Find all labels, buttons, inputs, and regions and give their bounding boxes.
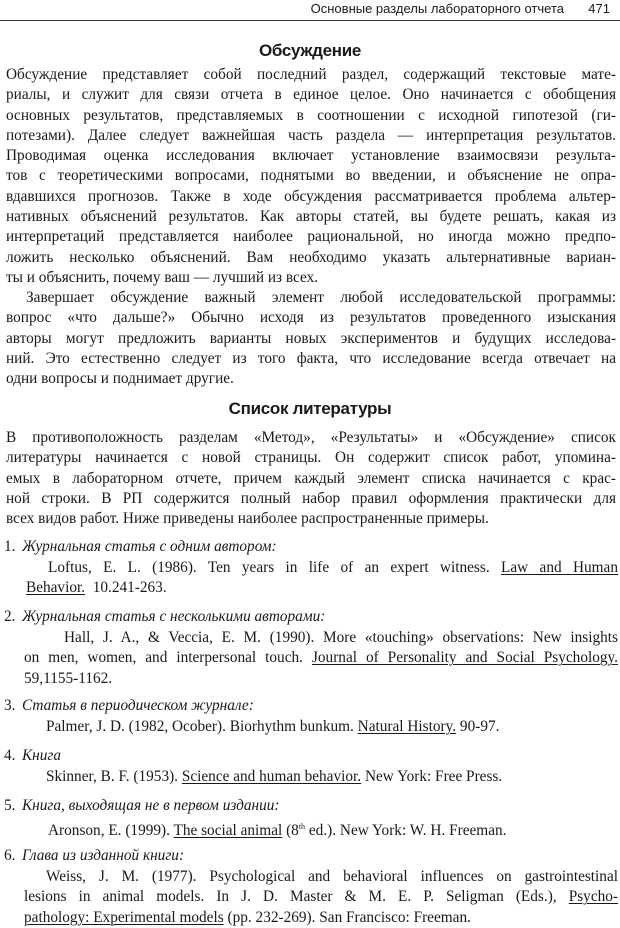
- citation-text: Skinner, B. F. (1953).: [46, 767, 179, 785]
- item-category: Статья в периодическом журнале:: [22, 697, 254, 714]
- citation-text: Loftus, E. L. (1986). Ten years in life of an expert witness.: [48, 558, 490, 576]
- citation-text: Hall, J. A., & Veccia, E. M. (1990). More «touching» observations: New insights: [64, 628, 618, 646]
- text-line: нативных объяснений результатов. Как авторы статей, вы будете решать, какая из: [6, 208, 616, 226]
- reference-item: [4, 696, 618, 737]
- text-line: Обсуждение представляет собой последний раздел, содержащий текстовые мате-: [6, 66, 616, 83]
- text-line: потезами). Далее следует важнейшая часть раздела — интерпретация результатов.: [6, 126, 616, 144]
- text-line: емых в лабораторном отчете, причем каждый элемент списка начинается с крас-: [6, 469, 616, 487]
- item-category: Книга: [22, 747, 62, 764]
- citation-text: 10.241-263.: [92, 579, 167, 597]
- item-category: Книга, выходящая не в первом издании:: [22, 797, 280, 814]
- book-title: Psycho-: [568, 888, 619, 906]
- text-line: риалы, и служит для связи отчета в единое целое. Оно начинается с обобщения: [6, 86, 616, 104]
- book-title: pathology: Experimental models: [24, 908, 224, 926]
- discussion-paragraph-2: [6, 288, 616, 389]
- item-number: 5.: [4, 797, 16, 814]
- item-category: Журнальная статья с одним автором:: [22, 538, 277, 555]
- citation-text: on men, women, and interpersonal touch.: [24, 649, 303, 667]
- citation-text: (8: [286, 821, 299, 839]
- item-category: Журнальная статья с несколькими авторами:: [22, 608, 326, 625]
- journal-title: Behavior.: [26, 579, 86, 597]
- text-line: вопрос «что дальше?» Обычно исходя из результатов проведенного изыскания: [6, 309, 616, 327]
- text-line: интерпретаций представляется наиболее рациональной, но иногда можно предпо-: [6, 228, 616, 246]
- book-title: The social animal: [173, 821, 283, 839]
- text-line: одни вопросы и поднимает другие.: [6, 370, 234, 388]
- text-line: Завершает обсуждение важный элемент любой исследовательской программы:: [26, 289, 616, 306]
- reference-item: [4, 846, 618, 928]
- text-line: тов с теоретическими вопросами, поднятыми во введении, и объяснение не опра-: [6, 167, 616, 185]
- item-category: Глава из изданной книги:: [22, 847, 185, 864]
- discussion-paragraph-1: [6, 65, 616, 288]
- citation-text: New York: Free Press.: [364, 767, 503, 785]
- citation-text: lesions in animal models. In J. D. Master & M. E. P. Seligman (Eds.),: [24, 888, 557, 906]
- text-line: Проводимая оценка исследования включает установление взаимосвязи результа-: [6, 147, 616, 165]
- reference-item: [4, 607, 618, 689]
- references-intro: [6, 428, 616, 529]
- running-title: Основные разделы лабораторного отчета: [310, 1, 564, 16]
- citation-text: Weiss, J. M. (1977). Psychological and behavioral influences on gastrointestinal: [46, 867, 618, 885]
- reference-item: [4, 746, 618, 787]
- item-number: 3.: [4, 697, 16, 714]
- citation-text: ed.). New York: W. H. Freeman.: [308, 821, 507, 839]
- item-number: 4.: [4, 747, 16, 764]
- running-header: [0, 0, 620, 21]
- page-number: 471: [588, 1, 610, 16]
- references-heading: Список литературы: [228, 399, 392, 418]
- text-line: авторы могут предложить варианты новых экспериментов и будущих исследова-: [6, 329, 616, 347]
- citation-text: (pp. 232-269). San Francisco: Freeman.: [227, 908, 471, 926]
- item-number: 1.: [4, 538, 16, 555]
- citation-text: Aronson, E. (1999).: [48, 821, 170, 839]
- journal-title: Journal of Personality and Social Psychology.: [311, 649, 618, 667]
- reference-item: [4, 796, 618, 841]
- citation-text: Palmer, J. D. (1982, Ocober). Biorhythm bunkum.: [46, 717, 354, 735]
- text-line: всех видов работ. Ниже приведены наиболее распространенные примеры.: [6, 510, 489, 528]
- journal-title: Natural History.: [357, 717, 457, 735]
- item-number: 6.: [4, 847, 16, 864]
- journal-title: Law and Human: [501, 558, 618, 576]
- text-line: ний. Это естественно следует из того факта, что исследование всегда отвечает на: [6, 349, 616, 367]
- text-line: ной строки. В РП содержится полный набор правил оформления практически для: [6, 489, 616, 507]
- item-number: 2.: [4, 608, 16, 625]
- text-line: В противоположность разделам «Метод», «Результаты» и «Обсуждение» список: [6, 429, 616, 446]
- discussion-heading: Обсуждение: [258, 41, 362, 60]
- text-line: основных результатов, представляемых в соотношении с исходной гипотезой (ги-: [6, 106, 616, 124]
- text-line: литературы начинается с новой страницы. Он содержит список работ, упомина-: [6, 449, 616, 467]
- book-title: Science and human behavior.: [181, 767, 362, 785]
- text-line: ложить несколько объяснений. Вам необходимо указать альтернативные вариан-: [6, 248, 616, 266]
- citation-text: 59,1155-1162.: [24, 669, 113, 687]
- text-line: вдавшихся прогнозов. Также в ходе обсуждения рассматривается проблема альтер-: [6, 187, 616, 205]
- text-line: ты и объяснить, почему ваш — лучший из всех.: [6, 268, 319, 286]
- edition-superscript: th: [298, 821, 306, 831]
- reference-item: [4, 537, 618, 599]
- citation-text: 90-97.: [459, 717, 500, 735]
